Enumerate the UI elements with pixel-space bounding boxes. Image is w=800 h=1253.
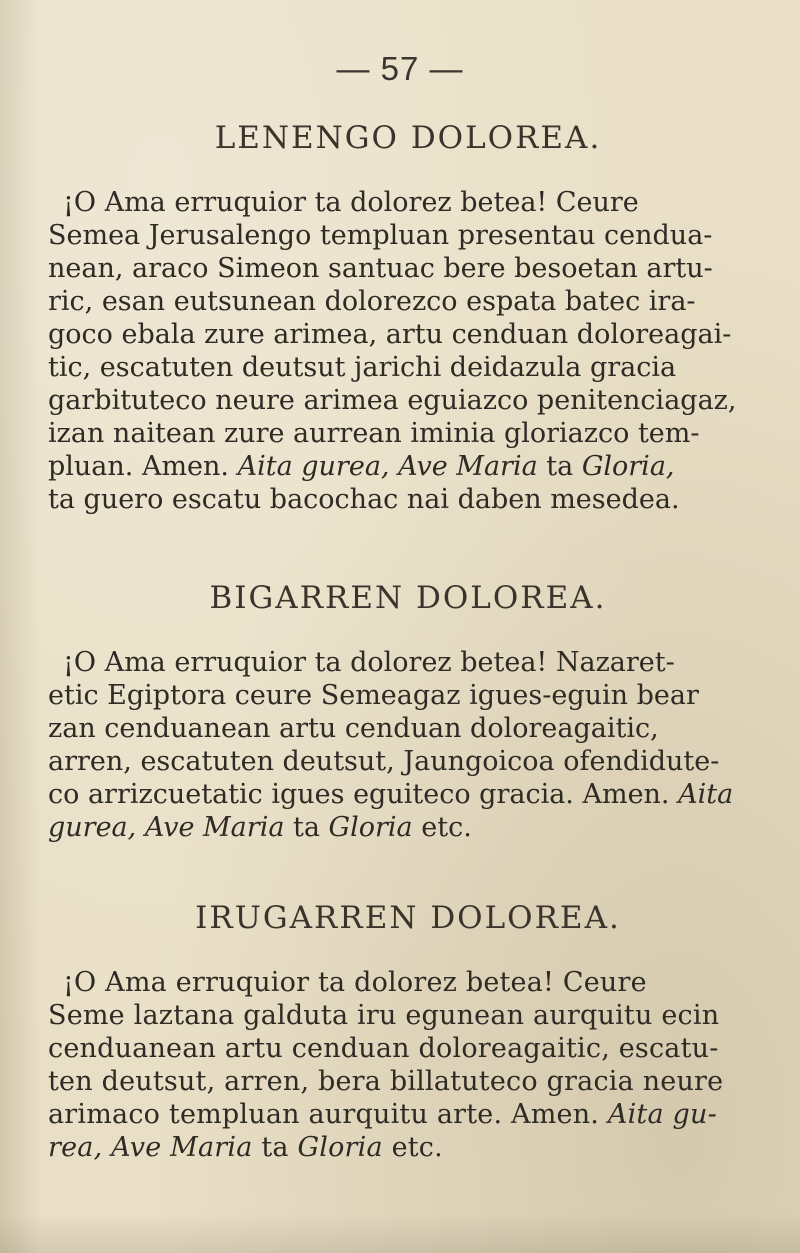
text-line	[48, 351, 768, 384]
text-run: co arrizcuetatic igues eguiteco gracia. Amen.	[48, 779, 679, 810]
italic-prayer-names: rea, Ave Maria	[48, 1132, 253, 1163]
text-line	[48, 646, 768, 679]
text-run: zan cenduanean artu cenduan doloreagaitic,	[48, 713, 659, 744]
text-run: izan naitean zure aurrean iminia gloriazco tem-	[48, 418, 700, 449]
text-run: ¡O Ama erruquior ta dolorez betea! Ceure	[63, 967, 647, 998]
italic-prayer-names: gurea, Ave Maria	[48, 812, 285, 843]
text-line	[48, 1098, 768, 1131]
text-line	[48, 483, 768, 516]
text-run: garbituteco neure arimea eguiazco penitenciagaz,	[48, 385, 737, 416]
text-run: ¡O Ama erruquior ta dolorez betea! Nazaret-	[63, 647, 675, 678]
text-run: pluan. Amen.	[48, 451, 238, 482]
text-run: cenduanean artu cenduan doloreagaitic, escatu-	[48, 1033, 719, 1064]
text-line	[48, 450, 768, 483]
text-line	[48, 219, 768, 252]
text-run: ten deutsut, arren, bera billatuteco gracia neure	[48, 1066, 724, 1097]
text-run: tic, escatuten deutsut jarichi deidazula gracia	[48, 352, 677, 383]
section-heading: IRUGARREN DOLOREA.	[195, 900, 621, 936]
text-line	[48, 999, 768, 1032]
text-line	[48, 384, 768, 417]
text-line	[48, 252, 768, 285]
text-run: etic Egiptora ceure Semeagaz igues-eguin bear	[48, 680, 699, 711]
text-run: ta	[252, 1132, 298, 1163]
text-run: Seme laztana galduta iru egunean aurquitu ecin	[48, 1000, 720, 1031]
text-line	[48, 745, 768, 778]
text-line	[48, 318, 768, 351]
italic-prayer-name: Gloria,	[581, 451, 675, 482]
section-body	[48, 966, 768, 1164]
page-edge-shadow	[0, 1213, 800, 1253]
text-run: ta guero escatu bacochac nai daben mesedea.	[48, 484, 680, 515]
italic-prayer-name: Gloria	[297, 1132, 383, 1163]
text-run: arimaco templuan aurquitu arte. Amen.	[48, 1099, 608, 1130]
section-bigarren-dolorea	[48, 580, 768, 844]
section-body	[48, 186, 768, 516]
text-line	[48, 1065, 768, 1098]
section-body	[48, 646, 768, 844]
text-run: arren, escatuten deutsut, Jaungoicoa ofendidute-	[48, 746, 720, 777]
section-lenengo-dolorea	[48, 120, 768, 516]
italic-prayer-name: Aita gu-	[607, 1099, 717, 1130]
text-run: ta	[537, 451, 582, 482]
text-run: etc.	[412, 812, 472, 843]
italic-prayer-names: Aita gurea, Ave Maria	[237, 451, 538, 482]
text-run: Semea Jerusalengo templuan presentau cendua-	[48, 220, 713, 251]
text-line	[48, 285, 768, 318]
text-line	[48, 186, 768, 219]
text-run: goco ebala zure arimea, artu cenduan doloreagai-	[48, 319, 732, 350]
text-line	[48, 778, 768, 811]
text-line	[48, 712, 768, 745]
section-heading: LENENGO DOLOREA.	[214, 120, 602, 156]
text-line	[48, 1131, 768, 1164]
text-line	[48, 811, 768, 844]
text-run: ¡O Ama erruquior ta dolorez betea! Ceure	[63, 187, 639, 218]
text-line	[48, 417, 768, 450]
text-run: ta	[284, 812, 329, 843]
text-run: nean, araco Simeon santuac bere besoetan artu-	[48, 253, 713, 284]
text-line	[48, 679, 768, 712]
text-run: ric, esan eutsunean dolorezco espata batec ira-	[48, 286, 696, 317]
text-line	[48, 966, 768, 999]
italic-prayer-name: Gloria	[328, 812, 413, 843]
page-number: — 57 —	[336, 50, 464, 87]
section-heading: BIGARREN DOLOREA.	[209, 580, 607, 616]
text-run: etc.	[382, 1132, 443, 1163]
italic-prayer-name: Aita	[678, 779, 734, 810]
section-irugarren-dolorea	[48, 900, 768, 1164]
text-line	[48, 1032, 768, 1065]
